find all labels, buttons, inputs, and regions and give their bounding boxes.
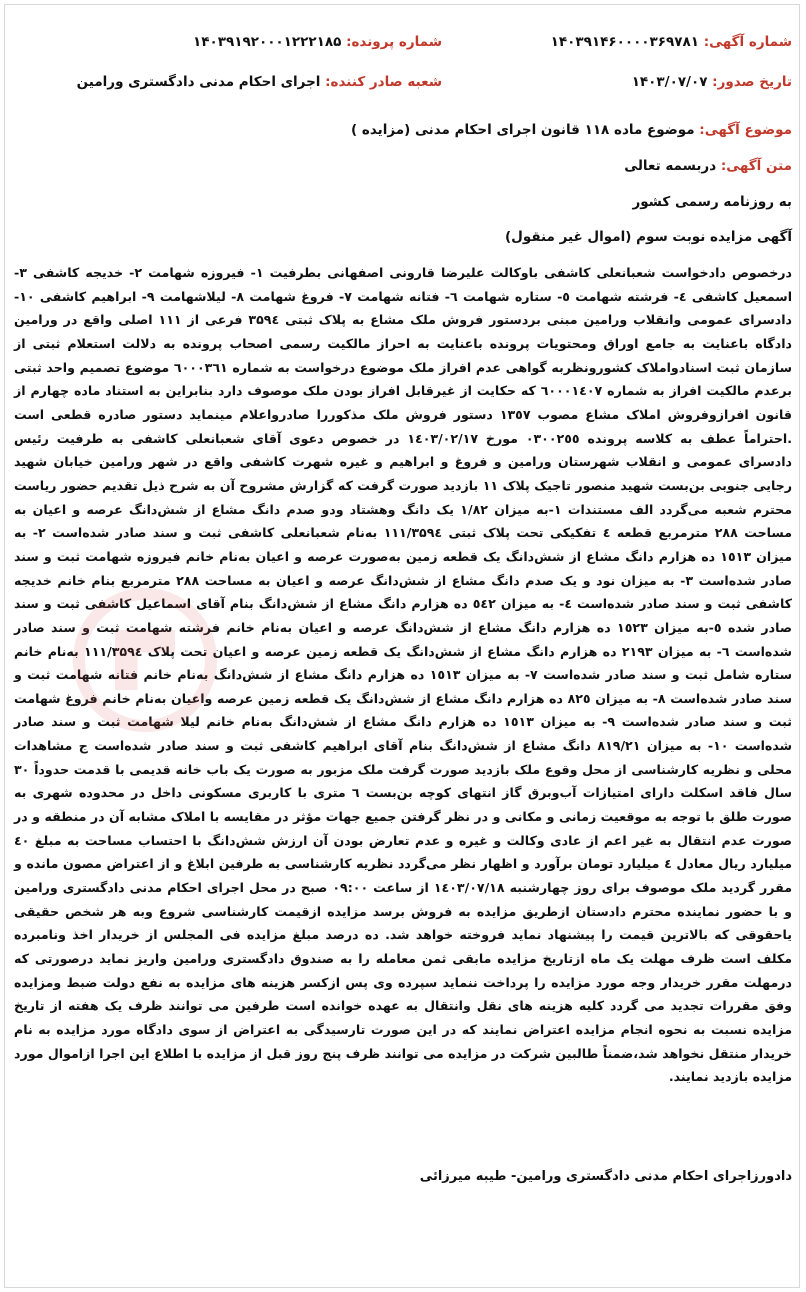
case-number-value: ۱۴۰۳۹۱۹۲۰۰۰۱۲۲۲۱۸۵ [193, 34, 342, 50]
issue-date-label: تاریخ صدور: [712, 74, 792, 90]
issue-date-value: ۱۴۰۳/۰۷/۰۷ [631, 74, 708, 90]
issue-date-row [632, 74, 792, 90]
auction-title: آگهی مزایده نوبت سوم (اموال غیر منقول) [504, 229, 792, 245]
issuing-branch-value: اجرای احکام مدنی دادگستری ورامین [76, 74, 321, 90]
subject-label: موضوع آگهی: [699, 122, 792, 138]
issuing-branch-row [77, 74, 442, 90]
ad-number-row [551, 34, 792, 50]
subject-row [351, 122, 792, 138]
signature-line: دادورزاجرای احکام مدنی دادگستری ورامین- طیبه میرزائی [419, 1169, 792, 1184]
ad-number-label: شماره آگهی: [703, 34, 792, 50]
case-number-label: شماره پرونده: [346, 34, 442, 50]
text-intro-row [624, 158, 792, 174]
text-intro-label: متن آگهی: [720, 158, 792, 174]
case-number-row [193, 34, 442, 50]
issuing-branch-label: شعبه صادر کننده: [325, 74, 442, 90]
subject-value: موضوع ماده ۱۱۸ قانون اجرای احکام مدنی (مزایده ) [351, 122, 695, 138]
notice-body: درخصوص دادخواست شعبانعلی کاشفی باوکالت علیرضا قارونی اصفهانی بطرفیت ۱- فیروزه شهامت ۲- خدیجه کاشفی ۳- اسمعیل کاشفی ٤- فرشته شهامت ٥- ستاره شهامت ٦- فتانه شهامت ۷- فروغ شهامت ۸- لیلاشهامت ۹- ابراهیم کاشفی ۱۰- دادسرای عمومی وانقلاب ورامین مبنی بردستور فروش ملک مشاع به پلاک ثبتی ۳۵۹٤ فرعی از ۱۱۱ اصلی واقع در ورامین دادگاه باعنایت به جامع اوراق ومحتویات پرونده باعنایت به احراز مالکیت رسمی اصحاب پرونده به دلالت استعلام ثبتی از سازمان ثبت اسنادواملاک کشورونظربه گواهی عدم افراز ملک موضوع درخواست به شماره ٦٠٠٠٣٦١ موضوع تصمیم واحد ثبتی برعدم مالکیت افراز به شماره ٦٠٠٠١٤٠۷ که حکایت از غیرقابل افراز بودن ملک موصوف دارد بنابراین به استناد ماده چهارم از قانون افرازوفروش املاک مشاع مصوب ۱۳٥۷ دستور فروش ملک مذکوررا صادرواعلام مینماید دستور صادره قطعی است .احتراماً عطف به کلاسه پرونده ۰۳۰۰۲٥٥ مورخ ۱٤۰۳/۰۲/۱۷ در خصوص دعوی آقای شعبانعلی کاشفی به طرفیت رئیس دادسرای عمومی و انقلاب شهرستان ورامین و فروغ و ابراهیم و غیره شهرت کاشفی واقع در شهر ورامین خیابان شهید رجایی جنوبی بن‌بست شهید منصور تاجیک پلاک ۱۱ بازدید صورت گرفت که گزارش مشروح آن به شرح ذیل تقدیم حضور ریاست محترم شعبه می‌گردد الف مستندات ۱-به میزان ۱/۸۲ یک دانگ وهشتاد ودو صدم دانگ مشاع از شش‌دانگ عرصه و اعیان به مساحت ۲۸۸ مترمربع قطعه ٤ تفکیکی تحت پلاک ثبتی ۱۱۱/۳۵۹٤ به‌نام شعبانعلی کاشفی ثبت و سند صادر شده‌است ۲- به میزان ۱٥۱۳ ده هزارم دانگ مشاع از شش‌دانگ یک قطعه زمین به‌صورت عرصه و اعیان به‌نام خانم فیروزه شهامت ثبت و سند صادر شده‌است ۳- به میزان نود و یک صدم دانگ مشاع از شش‌دانگ عرصه و اعیان به مساحت ۲۸۸ مترمربع بنام خانم خدیجه کاشفی ثبت و سند صادر شده‌است ٤- به میزان ٥٤۲ ده هزارم دانگ مشاع از شش‌دانگ بنام آقای اسماعیل کاشفی ثبت و سند صادر شده ٥-به میزان ۱٥۲۳ ده هزارم دانگ مشاع از شش‌دانگ عرصه و اعیان به‌نام خانم فرشته شهامت ثبت و سند صادر شده‌است ٦- به میزان ۲۱۹۳ ده هزارم دانگ مشاع از شش‌دانگ یک قطعه زمین عرصه و اعیان تحت پلاک ۱۱۱/۳۵۹٤ به‌نام خانم ستاره شامل ثبت و سند صادر شده‌است ۷- به میزان ۱٥۱۳ ده هزارم دانگ مشاع از شش‌دانگ به‌نام خانم فتانه شهامت ثبت و سند صادر شده‌است ۸- به میزان ۸۲٥ ده هزارم دانگ مشاع از شش‌دانگ یک قطعه زمین عرصه واعیان به‌نام خانم فروغ شهامت ثبت و سند صادر شده‌است ۹- به میزان ۱٥۱۳ ده هزارم دانگ مشاع از شش‌دانگ به‌نام خانم لیلا شهامت ثبت و سند صادر شده‌است ۱۰- به میزان ۸۱۹/۲۱ دانگ مشاع از شش‌دانگ بنام آقای ابراهیم کاشفی ثبت و سند صادر شده‌است ج مشاهدات محلی و نظریه کارشناسی از محل وقوع ملک بازدید صورت گرفت ملک مزبور به صورت یک باب خانه قدیمی با قدمت حدوداً ۳۰ سال فاقد اسکلت دارای امتیازات آب‌وبرق گاز انتهای کوچه بن‌بست ٦ متری با کاربری مسکونی داخل در محدوده شهری به صورت طلق با توجه به موقعیت زمانی و مکانی و در نظر گرفتن جمیع جهات مؤثر در مقایسه با املاک مشابه آن در منطقه و در صورت عدم انتقال به غیر اعم از عادی وکالت و غیره و عدم تعارض بودن آن ارزش شش‌دانگ با احتساب مساحت به مبلغ ٤۰ میلیارد ریال معادل ٤ میلیارد تومان برآورد و اظهار نظر می‌گردد نظریه کارشناسی به طرفین ابلاغ و از اعتراض مصون مانده و مقرر گردید ملک موصوف برای روز چهارشنبه ۱٤۰۳/۰۷/۱۸ از ساعت ۰۹:۰۰ صبح در محل اجرای احکام مدنی دادگستری ورامین و با حضور نماینده محترم دادستان ازطریق مزایده به فروش برسد مزایده ازقیمت کارشناسی شروع وبه هر شخص حقیقی یاحقوقی که بالاترین قیمت را پیشنهاد نماید فروخته خواهد شد. ده درصد مبلغ مزایده فی المجلس از خریدار اخذ ونامبرده مکلف است ظرف مهلت یک ماه ازتاریخ مزایده مابقی ثمن معامله را به صندوق دادگستری ورامین واریز نماید درصورتی که درمهلت مقرر خریدار وجه مورد مزایده را پرداخت ننماید سپرده وی پس ازکسر هزینه های مزایده به نفع دولت ضبط ومزایده وفق مقررات تجدید می گردد کلیه هزینه های نقل وانتقال به عهده خوانده است طرفین می توانند ظرف یک هفته از تاریخ مزایده نسبت به نحوه انجام مزایده اعتراض نمایند که در این صورت تارسیدگی به اعتراض از سوی دادگاه مورد مزایده به نام خریدار منتقل نخواهد شد،ضمناً طالبین شرکت در مزایده می توانند ظرف پنج روز قبل از مزایده با اطلاع این اجرا ازاموال مورد مزایده بازدید نمایند. [14, 265, 793, 1085]
ad-number-value: ۱۴۰۳۹۱۴۶۰۰۰۰۳۶۹۷۸۱ [550, 34, 699, 50]
newspaper-line: به روزنامه رسمی کشور [632, 194, 792, 210]
text-intro-value: دربسمه تعالی [624, 158, 717, 174]
